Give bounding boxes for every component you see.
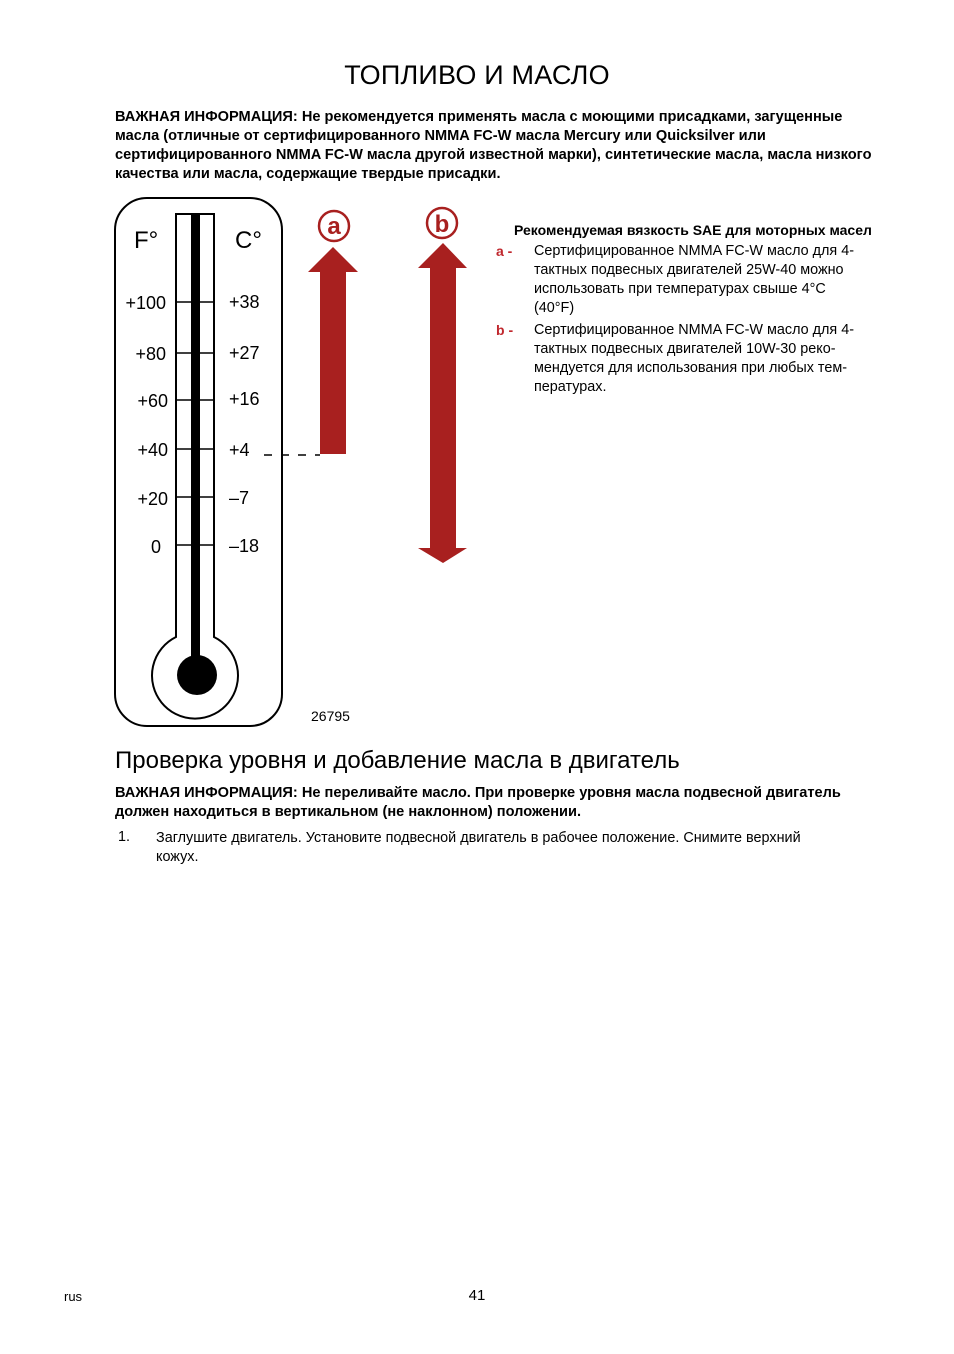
arrow-a-shape	[308, 247, 358, 454]
arrow-b	[418, 208, 467, 563]
scale-f-label: +20	[137, 489, 168, 509]
legend-title: Рекомендуемая вязкость SAE для моторных масел	[514, 222, 872, 238]
figure-id: 26795	[311, 708, 350, 724]
legend-line: мендуется для использования при любых тем-	[534, 360, 848, 376]
notice-line: должен находиться в вертикальном (не наклонном) положении.	[115, 804, 582, 820]
notice-line: масла (отличные от сертифицированного NMMA FC-W масла Mercury или Quicksilver или	[115, 128, 766, 144]
step-text	[156, 829, 896, 867]
legend-line: Сертифицированное NMMA FC-W масло для 4-	[534, 322, 855, 338]
label-a: a	[327, 213, 341, 240]
mercury-column	[191, 214, 200, 661]
section-title: Проверка уровня и добавление масла в двигатель	[115, 747, 680, 774]
unit-celsius: C°	[235, 227, 262, 254]
scale-c-label: –7	[229, 488, 250, 508]
scale-c-label: –18	[229, 536, 260, 556]
legend-key-b: b -	[496, 322, 514, 338]
legend-item-b	[496, 321, 896, 401]
legend-item-a	[496, 242, 896, 322]
notice-text: Не рекомендуется применять масла с моющими присадками, загущенные	[301, 109, 843, 125]
legend-key-a: a -	[496, 243, 513, 259]
scale-c-label: +16	[229, 389, 260, 409]
scale-c-label: +4	[229, 440, 250, 460]
unit-fahrenheit: F°	[134, 227, 159, 254]
notice-line: качества или масла, содержащие твердые присадки.	[115, 166, 501, 182]
important-notice	[115, 784, 905, 822]
step-line: кожух.	[156, 849, 199, 865]
page-number: 41	[468, 1287, 486, 1304]
arrow-a	[308, 211, 358, 454]
legend-line: пературах.	[534, 379, 607, 395]
scale-c-label: +38	[229, 292, 260, 312]
legend-text-b	[534, 321, 894, 397]
arrow-b-shape	[418, 243, 467, 563]
legend-line: тактных подвесных двигателей 10W-30 реко-	[534, 341, 836, 357]
notice-line: сертифицированного NMMA FC-W масла другой известной марки), синтетические масла, масла низкого	[115, 147, 872, 163]
scale-c-label: +27	[229, 343, 260, 363]
notice-lead: ВАЖНАЯ ИНФОРМАЦИЯ:	[115, 109, 298, 125]
legend-line: использовать при температурах свыше 4°C	[534, 281, 826, 297]
page-title: ТОПЛИВО И МАСЛО	[344, 60, 610, 90]
step-number: 1.	[118, 829, 131, 845]
legend-line: Сертифицированное NMMA FC-W масло для 4-	[534, 243, 855, 259]
footer-language: rus	[64, 1289, 83, 1304]
notice-line	[115, 784, 905, 803]
scale-f-label: +60	[137, 391, 168, 411]
legend-line: (40°F)	[534, 300, 575, 316]
legend-line: тактных подвесных двигателей 25W-40 можно	[534, 262, 844, 278]
scale-f-label: +40	[137, 440, 168, 460]
scale-f-label: 0	[150, 537, 161, 557]
legend-text-a	[534, 242, 894, 318]
step-line: Заглушите двигатель. Установите подвесной двигатель в рабочее положение. Снимите верхний	[156, 830, 801, 846]
scale-f-label: +80	[135, 344, 166, 364]
scale-f-label: +100	[125, 293, 166, 313]
label-b: b	[434, 211, 450, 238]
thermometer-bulb	[177, 655, 217, 695]
notice-lead: ВАЖНАЯ ИНФОРМАЦИЯ:	[115, 785, 298, 801]
notice-text: Не переливайте масло. При проверке уровня масла подвесной двигатель	[301, 785, 841, 801]
